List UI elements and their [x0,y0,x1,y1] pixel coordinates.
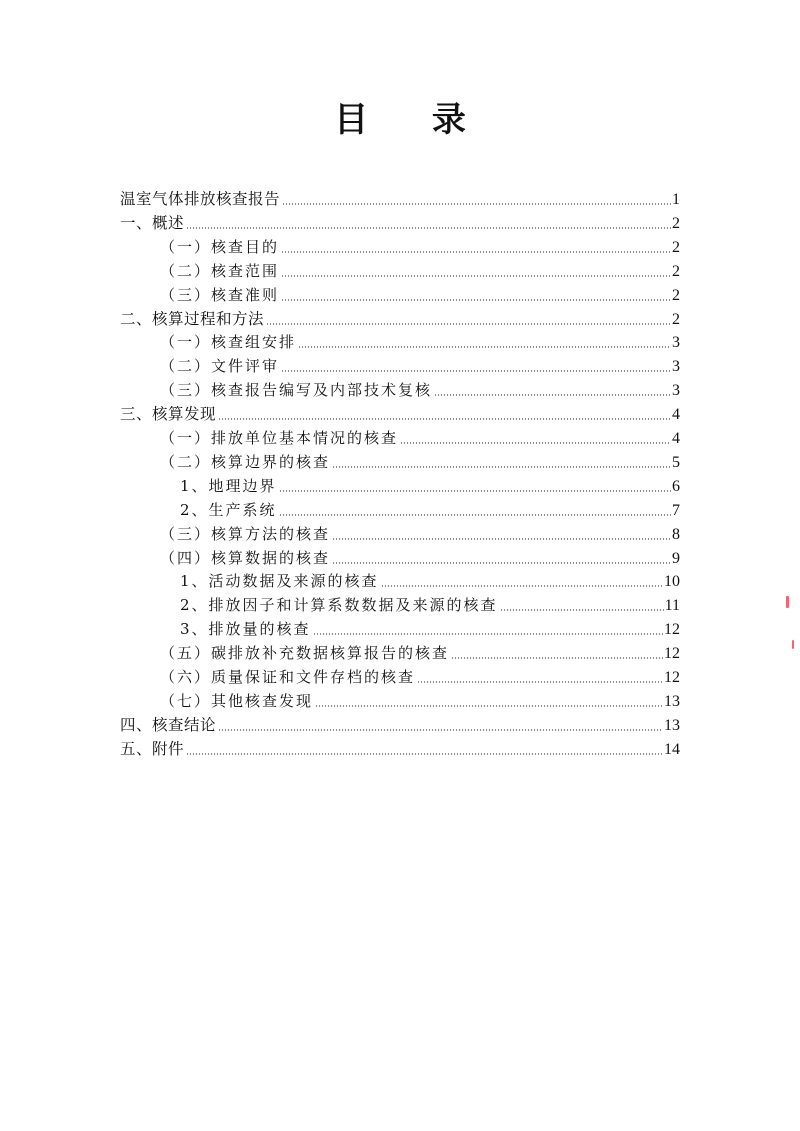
toc-row[interactable] [0,306,800,330]
dot-leader [451,657,663,659]
toc-row[interactable] [0,425,800,449]
toc-row[interactable] [0,545,800,569]
toc-row[interactable] [0,258,800,282]
dot-leader [266,323,671,325]
toc-page-number: 14 [664,741,680,758]
toc-entry-label: 1、地理边界 [180,477,277,495]
toc-page-number: 2 [672,215,680,232]
toc-page-number: 1 [672,191,680,208]
dot-leader [281,299,671,301]
toc-entry-label: 二、核算过程和方法 [120,310,265,328]
toc-page-number: 8 [672,526,680,543]
dot-leader [279,490,671,492]
dot-leader [218,418,671,420]
toc-page-number: 3 [672,382,680,399]
dot-leader [500,609,664,611]
toc-entry-label: （一）核查组安排 [160,333,297,351]
toc-page-number: 10 [664,573,680,590]
toc-page-number: 7 [672,502,680,519]
toc-page-number: 2 [672,287,680,304]
toc-page-number: 3 [672,358,680,375]
dot-leader [282,203,671,205]
dot-leader [400,442,671,444]
dot-leader [218,729,663,731]
toc-row[interactable] [0,640,800,664]
toc-page-number: 2 [672,263,680,280]
toc-row[interactable] [0,210,800,234]
toc-entry-label: （一）排放单位基本情况的核查 [160,429,399,447]
dot-leader [332,466,671,468]
toc-entry-label: 3、排放量的核查 [180,620,311,638]
edge-mark [786,596,789,608]
toc-page-number: 5 [672,454,680,471]
toc-row[interactable] [0,282,800,306]
toc-row[interactable] [0,497,800,521]
toc-entry-label: （五）碳排放补充数据核算报告的核查 [160,644,450,662]
toc-entry-label: 三、核算发现 [120,405,217,423]
toc-entry-label: （三）核查准则 [160,286,280,304]
toc-page-number: 4 [672,406,680,423]
toc-entry-label: （二）核查范围 [160,262,280,280]
dot-leader [298,346,671,348]
toc-entry-label: 2、排放因子和计算系数数据及来源的核查 [180,596,498,614]
toc-entry-label: 四、核查结论 [120,716,217,734]
toc-row[interactable] [0,592,800,616]
toc-entry-label: （三）核查报告编写及内部技术复核 [160,381,433,399]
toc-entry-label: （七）其他核查发现 [160,692,314,710]
toc-entry-label: （二）核算边界的核查 [160,453,331,471]
dot-leader [186,227,671,229]
toc-entry-label: 1、活动数据及来源的核查 [180,572,379,590]
toc-entry-label: 温室气体排放核查报告 [120,190,281,208]
toc-row[interactable] [0,712,800,736]
toc-page-number: 12 [664,645,680,662]
toc-page-number: 9 [672,550,680,567]
edge-mark [792,640,794,649]
dot-leader [315,705,663,707]
dot-leader [281,275,671,277]
dot-leader [417,681,663,683]
dot-leader [434,394,671,396]
dot-leader [381,585,663,587]
toc-entry-label: （二）文件评审 [160,357,280,375]
dot-leader [186,753,663,755]
toc-page-number: 12 [664,669,680,686]
toc-page-number: 12 [664,621,680,638]
toc-row[interactable] [0,568,800,592]
toc-entry-label: （六）质量保证和文件存档的核查 [160,668,416,686]
toc-entry-label: （四）核算数据的核查 [160,549,331,567]
toc-page-number: 6 [672,478,680,495]
dot-leader [313,633,663,635]
toc-entry-label: 2、生产系统 [180,501,277,519]
toc-row[interactable] [0,186,800,210]
toc-row[interactable] [0,377,800,401]
toc-row[interactable] [0,664,800,688]
dot-leader [332,562,671,564]
dot-leader [279,514,671,516]
toc-row[interactable] [0,736,800,760]
toc-row[interactable] [0,473,800,497]
toc-row[interactable] [0,449,800,473]
toc-page-number: 2 [672,311,680,328]
dot-leader [281,251,671,253]
toc-entry-label: （三）核算方法的核查 [160,525,331,543]
toc-page-number: 13 [664,693,680,710]
toc-page-number: 3 [672,334,680,351]
toc-entry-label: （一）核查目的 [160,238,280,256]
dot-leader [332,538,671,540]
page-title: 目 录 [334,100,492,140]
toc-row[interactable] [0,353,800,377]
toc-row[interactable] [0,616,800,640]
toc-page-number: 11 [664,597,680,614]
toc-entry-label: 五、附件 [120,740,185,758]
toc-row[interactable] [0,329,800,353]
toc-entry-label: 一、概述 [120,214,185,232]
toc-page-number: 2 [672,239,680,256]
toc-row[interactable] [0,521,800,545]
toc-row[interactable] [0,234,800,258]
toc-row[interactable] [0,688,800,712]
toc-row[interactable] [0,401,800,425]
toc-page-number: 13 [664,717,680,734]
toc-page-number: 4 [672,430,680,447]
dot-leader [281,370,671,372]
